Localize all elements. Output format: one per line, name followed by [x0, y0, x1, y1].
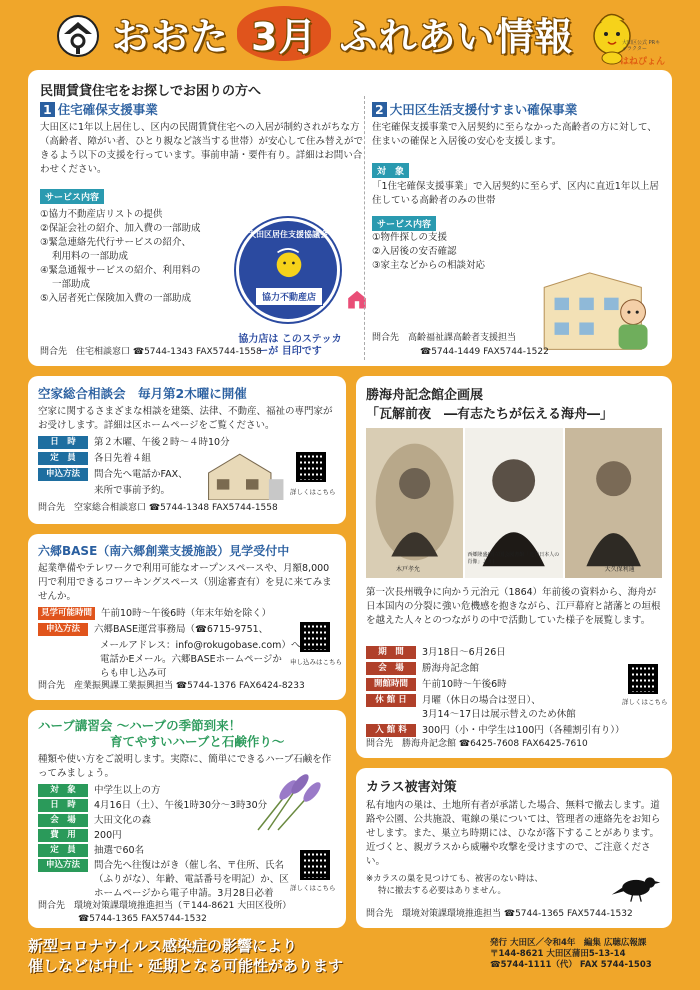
s1-desc: 大田区に1年以上居住し、区内の民間賃貸住宅への入居が制約されがちな方（高齢者、障がい者、ひとり親など該当する世帯）が安心して住み替えができるよう以下の支援を行っています。事前申請・要件有り。詳細はお問い合わせください。 [40, 122, 364, 175]
list-item: ③緊急連絡先代行サービスの紹介、 [40, 237, 192, 248]
rokugo-qr-code[interactable] [300, 622, 330, 652]
katsu-title1: 勝海舟記念館企画展 [366, 388, 484, 403]
akiya-contact: 問合先 空家総合相談窓口 ☎5744-1348 FAX5744-1558 [38, 503, 278, 513]
rokugo-panel [28, 534, 346, 700]
s1-svc-label: サービス内容 [40, 185, 365, 204]
apartment-with-elder-icon [538, 266, 662, 350]
akiya-title: 空家総合相談会 毎月第2木曜に開催 [38, 386, 247, 401]
header [0, 0, 700, 68]
housing-title: 民間賃貸住宅をお探しでお困りの方へ [40, 84, 262, 99]
portrait-kido: 木戸孝允 [366, 428, 463, 578]
herb-desc: 種類や使い方をご説明します。実際に、簡単にできるハーブ石鹸を作ってみましょう。 [38, 754, 332, 779]
herb-panel [28, 710, 346, 928]
info-row: 来所で事前予約。 [94, 485, 171, 496]
portrait-saigo: 西郷隆盛(国立国会図書館「近代日本人の肖像」より) [465, 428, 562, 578]
s2-svc-label: サービス内容 [372, 212, 664, 231]
akiya-qr-code[interactable] [296, 452, 326, 482]
info-row: らも申し込み可 [100, 668, 167, 679]
sticker-mascot-icon [267, 245, 311, 281]
info-row: 3月14〜17日は展示替えのため休館 [422, 709, 576, 720]
info-row: 申込方法 問合先へ往復はがき（催し名、〒住所、氏名 [38, 859, 336, 873]
herb-title2: 育てやすいハーブと石鹸作り〜 [110, 734, 285, 749]
info-row: （ふりがな）、年齢、電話番号を明記）か、区 [94, 874, 289, 885]
portrait-okubo: 大久保利通 [565, 428, 662, 578]
karasu-panel [356, 768, 672, 928]
info-row: 費 用 200円 [38, 829, 336, 843]
list-item: ③家主などからの相談対応 [372, 260, 486, 271]
mascot-subtitle: 大田区公式 PRキャラクター [622, 40, 661, 52]
crow-icon [610, 868, 662, 904]
list-item: ①物件探しの支援 [372, 232, 448, 243]
qr-note: 申し込みはこちら [290, 658, 342, 666]
vacant-house-icon [204, 448, 288, 500]
list-item: 利用料の一部助成 [52, 251, 129, 262]
karasu-note1: ※カラスの巣を見つけても、被害のない時は、 [366, 874, 543, 884]
karasu-note2: 特に撤去する必要はありません。 [378, 886, 507, 896]
info-row: 開館時間 午前10時〜午後6時 [366, 678, 662, 692]
info-row: 見学可能時間 午前10時〜午後6時（年末年始を除く） [38, 607, 336, 621]
s2-target-label: 対 象 [372, 159, 664, 178]
info-row: 会 場 大田文化の森 [38, 814, 336, 828]
portrait-okubo-icon [565, 428, 662, 578]
divider [364, 96, 365, 360]
page-title: おおた 3月 ふれあい情報 [112, 6, 573, 61]
akiya-desc: 空家に関するさまざまな相談を建築、法律、不動産、福祉の専門家がお受けします。詳細は区ホームページをご覧ください。 [38, 406, 333, 431]
qr-note: 詳しくはこちら [622, 698, 668, 706]
katsu-contact: 問合先 勝海舟記念館 ☎6425-7608 FAX6425-7610 [366, 739, 588, 749]
publisher-info: 発行 大田区／令和4年 編集 広聴広報課 〒144-8621 大田区蒲田5-13-14 ☎5744-1111（代） FAX 5744-1503 [490, 938, 652, 970]
info-row: メールアドレス：info@rokugobase.com）へ [100, 640, 301, 651]
info-row: ホームページから電子申請。3月28日必着 [94, 888, 274, 899]
qr-note: 詳しくはこちら [290, 884, 336, 892]
list-item: ②入居後の安否確認 [372, 246, 457, 257]
info-row: 期 間 3月18日〜6月26日 [366, 646, 662, 660]
info-row: 定 員 抽選で60名 [38, 844, 336, 858]
herb-title1: ハーブ講習会 〜ハーブの季節到来！ [38, 718, 242, 733]
karasu-title: カラス被害対策 [366, 780, 457, 795]
karasu-contact: 問合先 環境対策課環境推進担当 ☎5744-1365 FAX5744-1532 [366, 909, 633, 919]
cooperation-sticker: 大田区居住支援協議会 協力不動産店 [236, 218, 340, 322]
info-row: 日 時 第２木曜、午後２時〜４時10分 [38, 436, 336, 450]
katsu-title2: 「瓦解前夜 ―有志たちが伝える海舟―」 [366, 407, 614, 422]
portraits [366, 428, 662, 578]
karasu-desc: 私有地内の巣は、土地所有者が承諾した場合、無料で撤去します。道路や公園、公共施設、電線の巣については、管理者の連絡先をお知らせします。また、巣立ち時期には、ひなが落下することがあります。近づくと、親ガラスから威嚇や攻撃を受けますので、ご注意ください。 [366, 800, 661, 867]
sticker-note: 協力店は このステッカーが 目印です [238, 334, 342, 357]
list-item: ②保証会社の紹介、加入費の一部助成 [40, 223, 201, 234]
info-row: 休 館 日 月曜（休日の場合は翌日）、 [366, 694, 662, 708]
rokugo-desc: 起業準備やテレワークで利用可能なオープンスペースや、月額8,000円で利用できるコワーキングスペース（別途審査有）を見に来てみませんか。 [38, 563, 332, 602]
s2-target: 「1住宅確保支援事業」で入居契約に至らず、区内に直近1年以上居住している高齢者のみの世帯 [372, 181, 659, 206]
akiya-panel [28, 376, 346, 524]
list-item: ④緊急通報サービスの紹介、利用料の [40, 265, 201, 276]
info-row: 会 場 勝海舟記念館 [366, 662, 662, 676]
s2-contact2: ☎5744-1449 FAX5744-1522 [420, 347, 549, 357]
s1-heading: 1 住宅確保支援事業 [40, 100, 365, 118]
list-item: ⑤入居者死亡保険加入費の一部助成 [40, 293, 192, 304]
info-row: 電話かEメール。六郷BASEホームページか [100, 654, 282, 665]
info-row: 申込方法 六郷BASE運営事務局（☎6715-9751、 [38, 623, 336, 637]
rokugo-contact: 問合先 産業振興課工業振興担当 ☎5744-1376 FAX6424-8233 [38, 681, 305, 691]
housing-panel [28, 70, 672, 366]
covid-notice: 新型コロナウイルス感染症の影響により 催しなどは中止・延期となる可能性があります [28, 937, 344, 975]
rokugo-title: 六郷BASE（南六郷創業支援施設）見学受付中 [38, 544, 290, 558]
katsu-panel [356, 376, 672, 758]
s2-desc: 住宅確保支援事業で入居契約に至らなかった高齢者の方に対して、住まいの確保と入居後の安心を支援します。 [372, 122, 657, 147]
list-item: 一部助成 [52, 279, 91, 290]
herb-contact2: ☎5744-1365 FAX5744-1532 [78, 914, 207, 924]
herb-qr-code[interactable] [300, 850, 330, 880]
s2-contact1: 問合先 高齢福祉課高齢者支援担当 [372, 333, 517, 343]
month-badge: 3月 [237, 6, 331, 61]
list-item: ①協力不動産店リストの提供 [40, 209, 163, 220]
mascot-name: はねぴょん [620, 57, 666, 67]
s1-contact: 問合先 住宅相談窓口 ☎5744-1343 FAX5744-1558 [40, 347, 262, 357]
portrait-oval-icon [366, 428, 463, 578]
info-row: 定 員 各日先着４組 [38, 452, 336, 466]
info-row: 対 象 中学生以上の方 [38, 784, 336, 798]
ota-city-emblem-icon [56, 14, 100, 58]
katsu-desc: 第一次長州戦争に向かう元治元（1864）年前後の資料から、海舟が日本国内の分裂に強い危機感を抱きながら、江戸幕府と諸藩との垣根を越えた人々とのつながりの中で活動していた様子を展覧します。 [366, 587, 661, 626]
lavender-icon [248, 772, 328, 832]
info-row: 申込方法 問合先へ電話かFAX、 [38, 468, 336, 482]
herb-contact1: 問合先 環境対策課環境推進担当（〒144-8621 大田区役所） [38, 901, 292, 911]
katsu-qr-code[interactable] [628, 664, 658, 694]
qr-note: 詳しくはこちら [290, 488, 336, 496]
s2-heading: 2 大田区生活支援付すまい確保事業 [372, 100, 664, 118]
info-row: 入 館 料 300円（小・中学生は100円（各種割引有り）） [366, 724, 662, 738]
info-row: 日 時 4月16日（土）、午後1時30分〜3時30分 [38, 799, 336, 813]
